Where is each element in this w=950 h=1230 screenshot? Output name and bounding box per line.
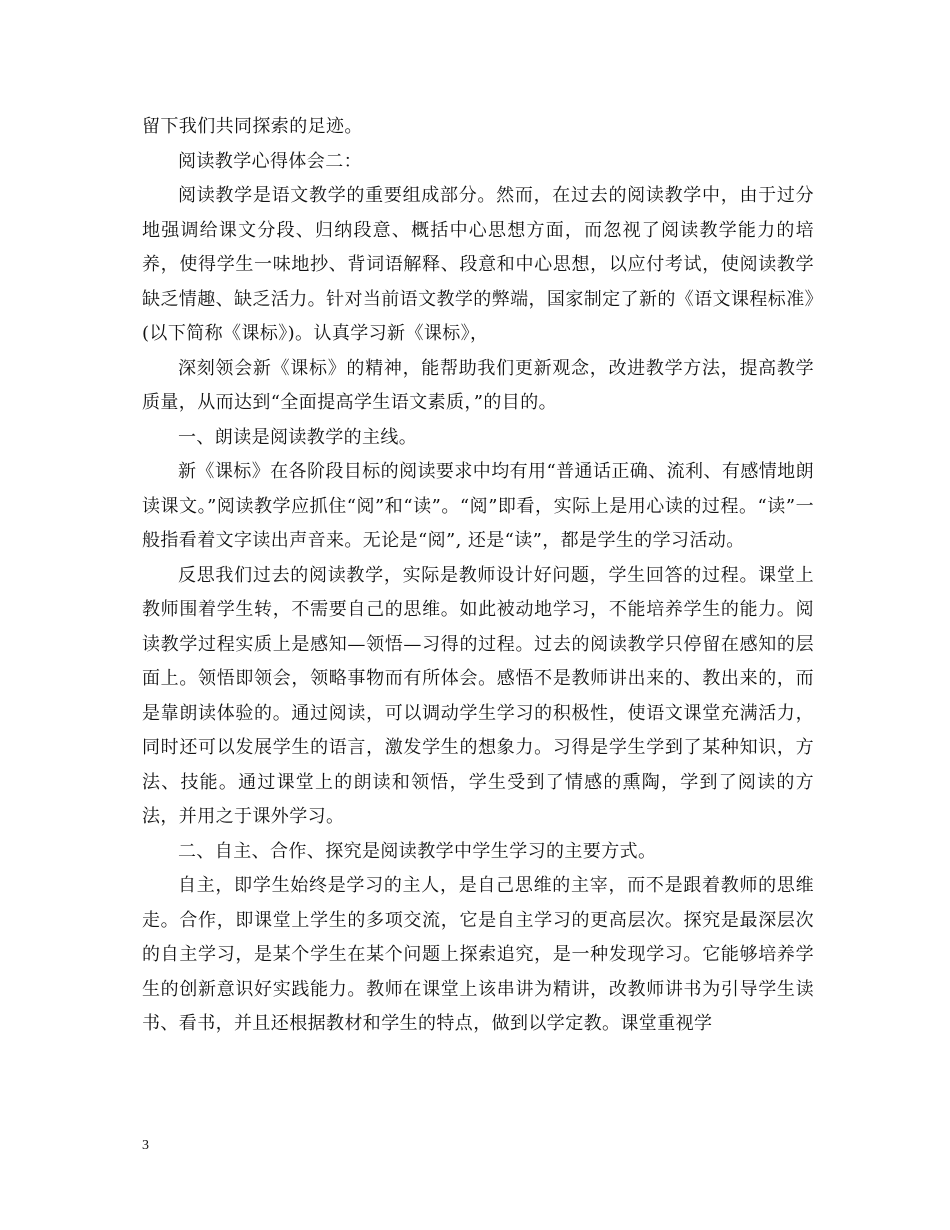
paragraph-reflection: 反思我们过去的阅读教学，实际是教师设计好问题，学生回答的过程。课堂上教师围着学生转，不需要自己的思维。如此被动地学习，不能培养学生的能力。阅读教学过程实质上是感知—领悟—习得的过程。过去的阅读教学只停留在感知的层面上。领悟即领会，领略事物而有所体会。感悟不是教师讲出来的、教出来的，而是靠朗读体验的。通过阅读，可以调动学生学习的积极性，使语文课堂充满活力，同时还可以发展学生的语言，激发学生的想象力。习得是学生学到了某种知识，方法、技能。通过课堂上的朗读和领悟，学生受到了情感的熏陶，学到了阅读的方法，并用之于课外学习。: [142, 564, 814, 827]
section-heading-reading-aloud: 一、朗读是阅读教学的主线。: [178, 426, 418, 448]
paragraph-curriculum-spirit: 深刻领会新《课标》的精神，能帮助我们更新观念，改进教学方法，提高教学质量，从而达到“全面提高学生语文素质，”的目的。: [142, 357, 814, 413]
document-body: [142, 110, 814, 1042]
paragraph-continued: 留下我们共同探索的足迹。: [142, 116, 363, 137]
paragraph-learning-modes: 自主，即学生始终是学习的主人，是自己思维的主宰，而不是跟着教师的思维走。合作，即课堂上学生的多项交流，它是自主学习的更高层次。探究是最深层次的自主学习，是某个学生在某个问题上探索追究，是一种发现学习。它能够培养学生的创新意识好实践能力。教师在课堂上该串讲为精讲，改教师讲书为引导学生读书、看书，并且还根据教材和学生的特点，做到以学定教。课堂重视学: [142, 875, 814, 1034]
paragraph-reading-aloud: 新《课标》在各阶段目标的阅读要求中均有用“普通话正确、流利、有感情地朗读课文。”阅读教学应抓住“阅”和“读”。“阅”即看，实际上是用心读的过程。“读”一般指看着文字读出声音来。无论是“阅”, 还是“读”，都是学生的学习活动。: [142, 461, 814, 551]
section-heading-learning-modes: 二、自主、合作、探究是阅读教学中学生学习的主要方式。: [178, 840, 657, 862]
section-heading-reflection-two: 阅读教学心得体会二：: [178, 150, 362, 172]
paragraph-intro: 阅读教学是语文教学的重要组成部分。然而，在过去的阅读教学中，由于过分地强调给课文分段、归纳段意、概括中心思想方面，而忽视了阅读教学能力的培养，使得学生一味地抄、背词语解释、段意和中心思想，以应付考试，使阅读教学缺乏情趣、缺乏活力。针对当前语文教学的弊端，国家制定了新的《语文课程标准》(以下简称《课标》)。认真学习新《课标》，: [142, 185, 814, 344]
page-number: 3: [142, 1138, 149, 1153]
